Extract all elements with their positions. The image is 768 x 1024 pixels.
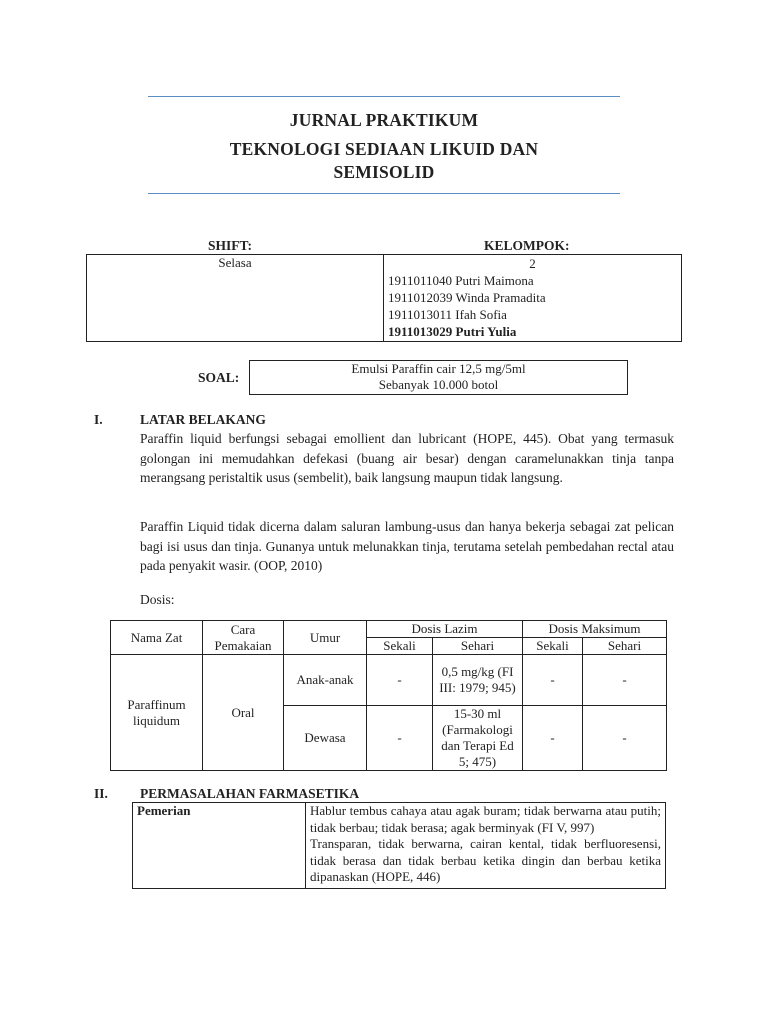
title-line-1: JURNAL PRAKTIKUM [289, 110, 479, 130]
info-table [86, 254, 682, 342]
section-1-number: I. [94, 412, 103, 427]
shift-cell [87, 255, 384, 342]
soal-box [249, 360, 628, 395]
pemerian-label: Pemerian [133, 803, 306, 889]
header-cara-pemakaian: Cara Pemakaian [203, 621, 284, 655]
pemerian-table [132, 802, 666, 889]
cell-nama-zat: Paraffinum liquidum [111, 655, 203, 771]
header-lazim-sekali: Sekali [367, 638, 433, 655]
dosis-table [110, 620, 667, 771]
cell-dewasa-maks-sekali: - [523, 706, 583, 771]
title-line-3: SEMISOLID [333, 162, 435, 182]
cell-dewasa-lazim-sehari: 15-30 ml (Farmakologi dan Terapi Ed 5; 475) [433, 706, 523, 771]
kelompok-value: 2 [529, 256, 536, 271]
header-dosis-maksimum: Dosis Maksimum [523, 621, 667, 638]
member-4: 1911013029 Putri Yulia [388, 324, 517, 339]
header-dosis-lazim: Dosis Lazim [367, 621, 523, 638]
section-1-heading: LATAR BELAKANG [140, 412, 266, 427]
pemerian-fi: Hablur tembus cahaya atau agak buram; tidak berwarna atau putih; tidak berbau; tidak berasa; agak berminyak (FI V, 997) [310, 803, 661, 835]
header-maks-sehari: Sehari [583, 638, 667, 655]
soal-line-2: Sebanyak 10.000 botol [378, 377, 499, 392]
top-rule [148, 96, 620, 97]
pemerian-hope: Transparan, tidak berwarna, cairan kental, tidak berfluoresensi, tidak berasa dan tidak berbau ketika dingin dan berbau ketika dipanaskan (HOPE, 446) [310, 836, 661, 884]
dosis-label: Dosis: [140, 592, 175, 607]
cell-umur-dewasa: Dewasa [284, 706, 367, 771]
member-1: 1911011040 Putri Maimona [388, 273, 534, 288]
cell-dewasa-maks-sehari: - [583, 706, 667, 771]
header-lazim-sehari: Sehari [433, 638, 523, 655]
cell-anak-lazim-sekali: - [367, 655, 433, 706]
cell-anak-lazim-sehari: 0,5 mg/kg (FI III: 1979; 945) [433, 655, 523, 706]
header-umur: Umur [284, 621, 367, 655]
cell-anak-maks-sekali: - [523, 655, 583, 706]
member-3: 1911013011 Ifah Sofia [388, 307, 507, 322]
soal-line-1: Emulsi Paraffin cair 12,5 mg/5ml [351, 361, 526, 376]
header-nama-zat: Nama Zat [111, 621, 203, 655]
cell-dewasa-lazim-sekali: - [367, 706, 433, 771]
bottom-rule [148, 193, 620, 194]
cell-umur-anak: Anak-anak [284, 655, 367, 706]
kelompok-label: KELOMPOK: [484, 238, 570, 253]
member-2: 1911012039 Winda Pramadita [388, 290, 546, 305]
title-line-2: TEKNOLOGI SEDIAAN LIKUID DAN [229, 139, 539, 159]
section-2-number: II. [94, 786, 108, 801]
section-1-paragraph-2: Paraffin Liquid tidak dicerna dalam saluran lambung-usus dan hanya bekerja sebagai zat pelican bagi isi usus dan tinja. Gunanya untuk melunakkan tinja, terutama setelah pembedahan rectal atau pada penyakit wasir. (OOP, 2010) [140, 519, 674, 573]
header-maks-sekali: Sekali [523, 638, 583, 655]
pemerian-text [306, 803, 666, 889]
section-1-paragraph-1: Paraffin liquid berfungsi sebagai emollient dan lubricant (HOPE, 445). Obat yang termasuk golongan ini memudahkan defekasi (buang air besar) dengan caramelunakkan tinja tanpa merangsang peristaltik usus (sembelit), baik langsung maupun tidak langsung. [140, 431, 674, 485]
section-2-heading: PERMASALAHAN FARMASETIKA [140, 786, 360, 801]
kelompok-cell [384, 255, 682, 342]
cell-cara-pemakaian: Oral [203, 655, 284, 771]
shift-value: Selasa [218, 255, 252, 270]
cell-anak-maks-sehari: - [583, 655, 667, 706]
shift-label: SHIFT: [208, 238, 253, 253]
soal-label: SOAL: [198, 370, 240, 385]
